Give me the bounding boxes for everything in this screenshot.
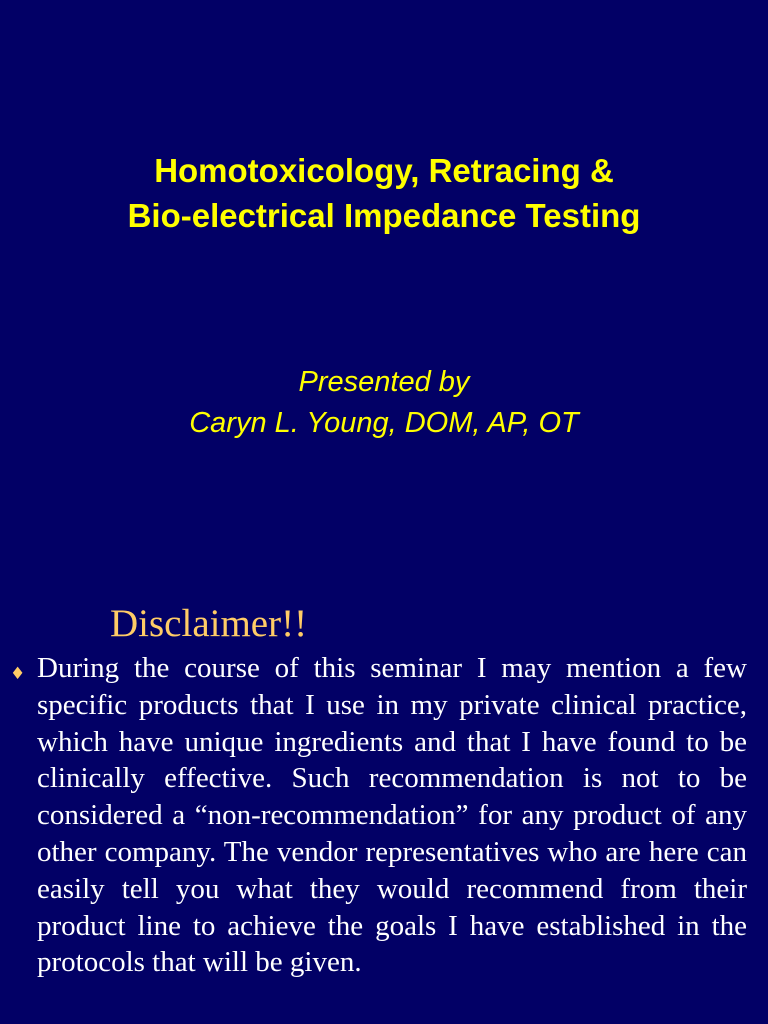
slide-title — [0, 148, 768, 238]
disclaimer-slide — [0, 576, 768, 1024]
title-line-2: Bio-electrical Impedance Testing — [127, 197, 641, 234]
disclaimer-heading: Disclaimer!! — [110, 602, 308, 645]
title-line-1: Homotoxicology, Retracing & — [154, 152, 614, 189]
presenter-name: Caryn L. Young, DOM, AP, OT — [189, 407, 579, 439]
presented-by-label: Presented by — [298, 366, 470, 398]
disclaimer-body: During the course of this seminar I may mention a few specific products that I use in my private clinical practice, which have unique ingredients and that I have found to be clinically effective. Such recommendation is not to be considered a “non-recommendation” for any product of any other company. The vendor representatives who are here can easily tell you what they would recommend from their product line to achieve the goals I have established in the protocols that will be given. — [37, 652, 747, 979]
diamond-bullet-icon: ♦ — [10, 664, 26, 684]
presenter-block — [0, 362, 768, 444]
